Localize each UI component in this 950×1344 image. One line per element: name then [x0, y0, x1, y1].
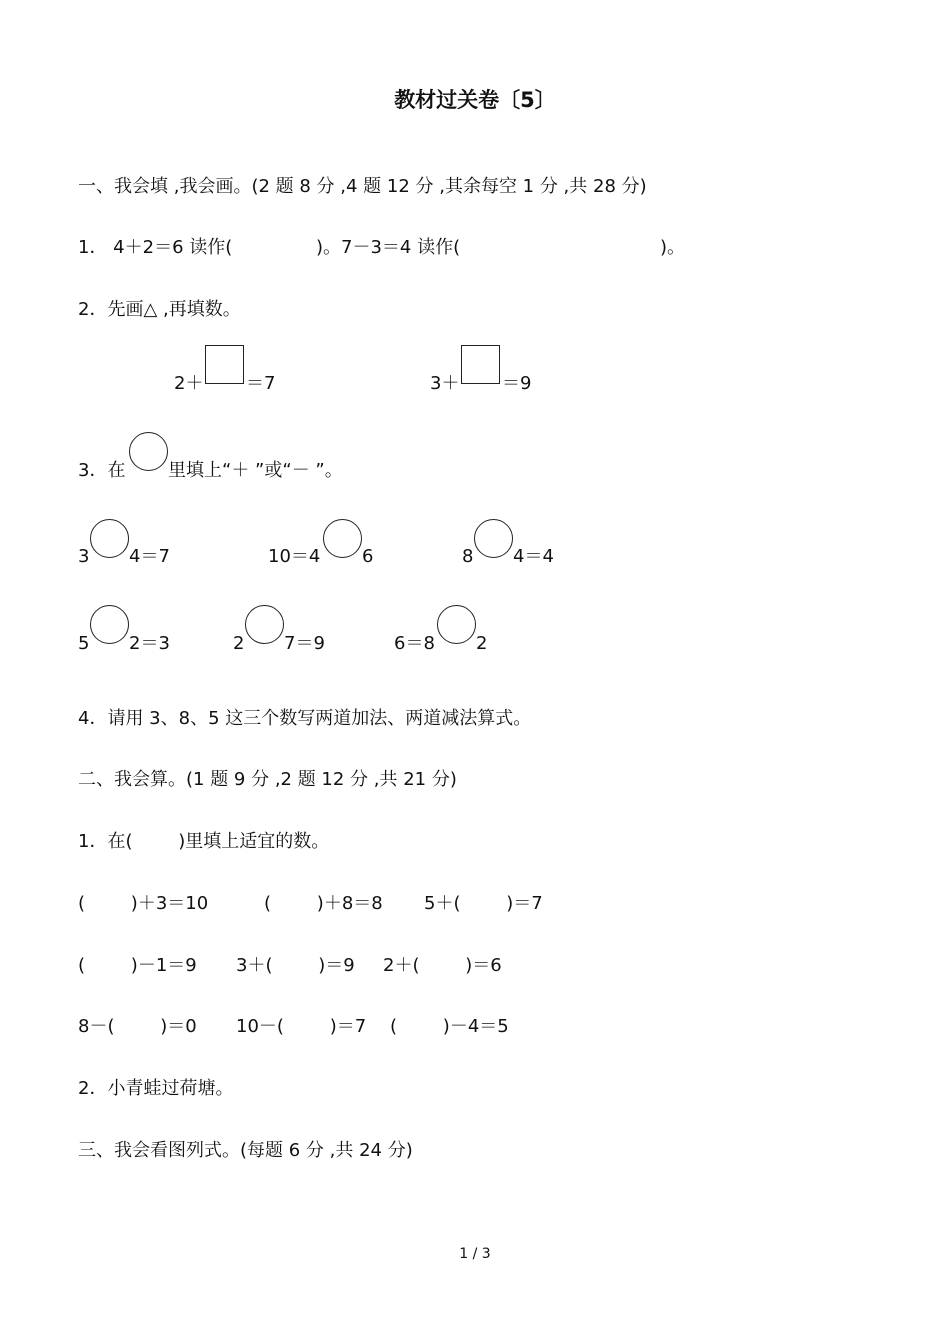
answer-circle[interactable] [474, 519, 513, 558]
section3-heading: 三、我会看图列式。(每题 6 分 ,共 24 分) [78, 1140, 413, 1161]
q3-r2-c-left: 6＝8 [394, 633, 435, 654]
equation: ( )－1＝9 [78, 955, 197, 976]
q3-r1-a-right: 4＝7 [129, 546, 170, 567]
equation: 2＋( )＝6 [383, 955, 502, 976]
page-title: 教材过关卷〔5〕 [394, 88, 556, 112]
page-number: 1 / 3 [459, 1246, 491, 1262]
section1-heading: 一、我会填 ,我会画。(2 题 8 分 ,4 题 12 分 ,其余每空 1 分 ,共 28 分) [78, 176, 647, 197]
q3-r2-a-right: 2＝3 [129, 633, 170, 654]
answer-circle[interactable] [437, 605, 476, 644]
q2-eq1-left: 2＋ [174, 373, 204, 394]
q3-prefix: 3．在 [78, 460, 126, 481]
q1-text-c: )。 [660, 237, 686, 258]
q3-r1-c-left: 8 [462, 546, 474, 567]
q3-r1-b-left: 10＝4 [268, 546, 321, 567]
equation: 8－( )＝0 [78, 1016, 197, 1037]
answer-circle[interactable] [245, 605, 284, 644]
answer-circle[interactable] [323, 519, 362, 558]
answer-circle[interactable] [90, 605, 129, 644]
section2-heading: 二、我会算。(1 题 9 分 ,2 题 12 分 ,共 21 分) [78, 769, 457, 790]
q2-eq1-right: ＝7 [246, 373, 276, 394]
q3-suffix: 里填上“＋ ”或“－ ”。 [168, 460, 343, 481]
q3-r2-c-right: 2 [476, 633, 488, 654]
q2-eq2-left: 3＋ [430, 373, 460, 394]
s2-q1-text: 1．在( )里填上适宜的数。 [78, 831, 330, 852]
q3-r1-c-right: 4＝4 [513, 546, 554, 567]
q4-text: 4．请用 3、8、5 这三个数写两道加法、两道减法算式。 [78, 708, 532, 729]
equation: 5＋( )＝7 [424, 893, 543, 914]
answer-box[interactable] [461, 345, 500, 384]
equation: ( )＋3＝10 [78, 893, 209, 914]
equation: 3＋( )＝9 [236, 955, 355, 976]
q2-text: 2．先画△ ,再填数。 [78, 299, 241, 320]
q2-eq2-right: ＝9 [502, 373, 532, 394]
q3-r2-b-right: 7＝9 [284, 633, 325, 654]
q3-r2-a-left: 5 [78, 633, 90, 654]
answer-box[interactable] [205, 345, 244, 384]
equation: ( )－4＝5 [390, 1016, 509, 1037]
s2-q2-text: 2．小青蛙过荷塘。 [78, 1078, 234, 1099]
equation: ( )＋8＝8 [264, 893, 383, 914]
equation: 10－( )＝7 [236, 1016, 367, 1037]
sample-circle [129, 432, 168, 471]
answer-circle[interactable] [90, 519, 129, 558]
q3-r1-a-left: 3 [78, 546, 90, 567]
q3-r2-b-left: 2 [233, 633, 245, 654]
q3-r1-b-right: 6 [362, 546, 374, 567]
q1-text-a: 1． 4＋2＝6 读作( [78, 237, 233, 258]
q1-text-b: )。7－3＝4 读作( [316, 237, 461, 258]
